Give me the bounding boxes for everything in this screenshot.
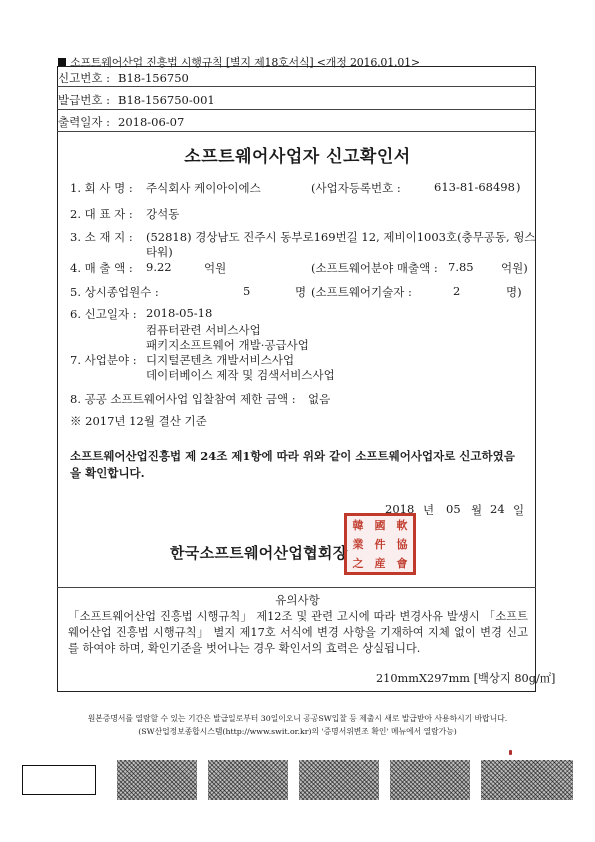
meta-value: B18-156750	[118, 71, 189, 85]
ceo-name: 강석동	[146, 207, 180, 221]
seal-char: 軟	[396, 519, 408, 533]
sw-tech-label: (소프트웨어기술자 :	[311, 285, 412, 299]
sw-sales-label: (소프트웨어분야 매출액 :	[311, 261, 438, 275]
divider	[57, 109, 536, 110]
notice-body: 「소프트웨어산업 진흥법 시행규칙」 제12조 및 관련 고시에 따라 변경사유 발생시 「소프트웨어산업 진흥법 시행규칙」 별지 제17호 서식에 변경 사항을 기재하여 지체 없이 변경 신고를 하여야 하며, 확인기준을 벗어나는 경우 확인서의 효력은 상실됩니다.	[68, 610, 528, 655]
business-reg-label: (사업자등록번호 :	[311, 181, 401, 195]
divider	[57, 587, 536, 588]
company-name: 주식회사 케이아이에스	[146, 181, 261, 195]
business-reg-close: )	[516, 180, 521, 194]
address-line-2: 타워)	[146, 245, 173, 259]
staff-label: 5. 상시종업원수 :	[70, 285, 159, 299]
paper-size-spec: 210mmX297mm [백상지 80g/㎡]	[376, 672, 556, 685]
staff-value: 5	[243, 284, 251, 298]
sales-label: 4. 매 출 액 :	[70, 261, 133, 275]
meta-label: 신고번호 :	[58, 71, 110, 85]
business-item: 데이터베이스 제작 및 검색서비스사업	[146, 368, 335, 382]
meta-print-date	[58, 114, 184, 130]
divider	[57, 86, 536, 87]
business-label: 7. 사업분야 :	[70, 353, 137, 367]
seal-char: 之	[352, 556, 364, 570]
bid-limit-value: 없음	[308, 392, 331, 406]
security-barcode-pattern	[390, 760, 470, 800]
business-item: 디지털콘텐츠 개발서비스사업	[146, 353, 295, 367]
issue-day: 24	[490, 502, 505, 516]
business-item: 컴퓨터관련 서비스사업	[146, 323, 261, 337]
verification-box	[22, 765, 96, 795]
meta-label: 출력일자 :	[58, 115, 110, 129]
form-header-text: 소프트웨어산업 진흥법 시행규칙 [별지 제18호서식] <개정 2016.01.01>	[70, 56, 420, 69]
sales-value: 9.22	[146, 260, 172, 274]
divider	[57, 131, 536, 132]
business-reg-number: 613-81-68498	[434, 180, 515, 194]
document-title: 소프트웨어사업자 신고확인서	[184, 147, 411, 167]
notice-title: 유의사항	[275, 593, 320, 607]
report-date-value: 2018-05-18	[146, 306, 213, 320]
bid-limit-label: 8. 공공 소프트웨어사업 입찰참여 제한 금액 :	[70, 392, 296, 406]
footnote-line-1: 원본증명서를 열람할 수 있는 기간은 발급일로부터 30일이오니 공공SW입찰 등 제출시 새로 발급받아 사용하시기 바랍니다.	[87, 714, 508, 723]
staff-unit: 명	[295, 285, 307, 299]
official-seal-stamp	[344, 513, 416, 575]
meta-value: 2018-06-07	[118, 115, 185, 129]
settlement-basis-note: ※ 2017년 12월 결산 기준	[70, 414, 207, 428]
day-suffix: 일	[513, 503, 525, 517]
report-date-label: 6. 신고일자 :	[70, 307, 137, 321]
year-suffix: 년	[423, 503, 435, 517]
issue-year: 2018	[385, 502, 415, 516]
month-suffix: 월	[471, 503, 483, 517]
seal-char: 業	[352, 537, 364, 551]
seal-char: 會	[396, 556, 408, 570]
sw-sales-value: 7.85	[448, 260, 474, 274]
square-bullet-icon	[58, 58, 66, 66]
security-barcode-pattern	[117, 760, 197, 800]
address-line-1: (52818) 경상남도 진주시 동부로169번길 12, 제비이1003호(충무공동, 윙스	[146, 230, 536, 244]
seal-char: 産	[374, 556, 386, 570]
security-barcode-pattern	[481, 760, 573, 800]
meta-report-number	[58, 70, 189, 86]
sw-tech-value: 2	[453, 284, 461, 298]
address-label: 3. 소 재 지 :	[70, 230, 133, 244]
declaration-text: 소프트웨어산업진흥법 제 24조 제1항에 따라 위와 같이 소프트웨어사업자로 신고하였음을 확인합니다.	[70, 449, 515, 480]
security-barcode-pattern	[208, 760, 288, 800]
sw-tech-unit: 명)	[506, 285, 522, 299]
sales-unit: 억원	[204, 261, 227, 275]
seal-char: 協	[396, 537, 408, 551]
business-item: 패키지소프트웨어 개발·공급사업	[146, 338, 309, 352]
footnote-line-2: (SW산업정보종합시스템(http://www.swit.or.kr)의 '증명서위변조 확인' 메뉴에서 열람가능)	[138, 727, 457, 736]
issue-month: 05	[446, 502, 461, 516]
security-barcode-pattern	[299, 760, 379, 800]
meta-label: 발급번호 :	[58, 93, 110, 107]
meta-issue-number	[58, 92, 215, 108]
seal-char: 件	[374, 537, 386, 551]
sw-sales-unit: 억원)	[501, 261, 528, 275]
company-label: 1. 회 사 명 :	[70, 181, 133, 195]
seal-char: 韓	[352, 519, 364, 533]
seal-char: 國	[374, 519, 386, 533]
ceo-label: 2. 대 표 자 :	[70, 207, 133, 221]
ink-mark	[509, 750, 512, 755]
meta-value: B18-156750-001	[118, 93, 215, 107]
issuer-organization: 한국소프트웨어산업협회장	[170, 544, 348, 562]
